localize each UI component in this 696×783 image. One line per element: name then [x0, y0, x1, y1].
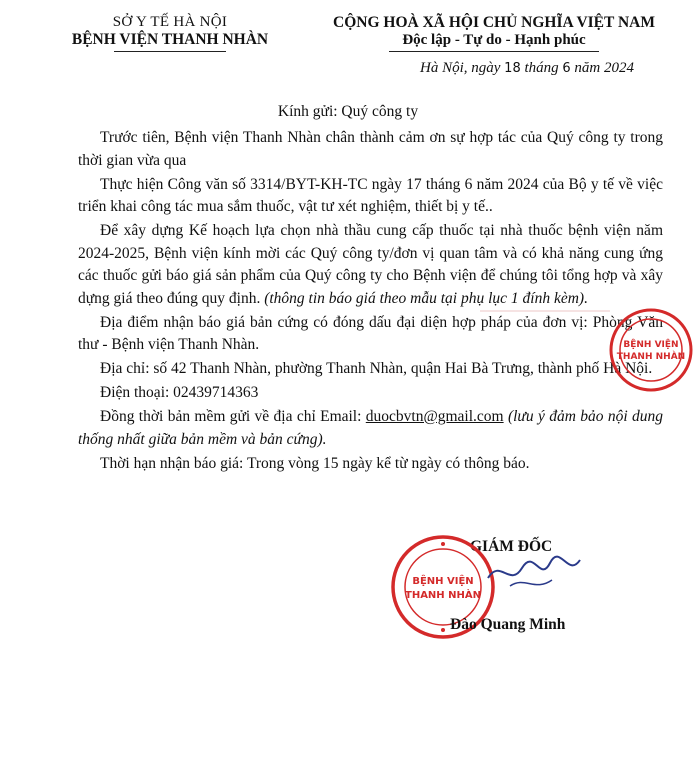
invitation-text: Để xây dựng Kế hoạch lựa chọn nhà thầu cung cấp thuốc tại nhà thuốc bệnh viện năm 2024-2025, Bệnh viện kính mời các Quý công ty/đơn vị quan tâm và có khả năng cung ứng các thuốc gửi báo giá sản phẩm của Quý công ty cho Bệnh viện để chúng tôi tổng hợp và xây dựng giá theo đúng quy định. [78, 222, 663, 307]
date-year: năm 2024 [574, 60, 635, 76]
hospital-name: BỆNH VIỆN THANH NHÀN [71, 31, 269, 48]
paragraph-email [78, 406, 663, 451]
paragraph-address: Địa chỉ: số 42 Thanh Nhàn, phường Thanh Nhàn, quận Hai Bà Trưng, thành phố Hà Nội. [100, 360, 653, 377]
motto: Độc lập - Tự do - Hạnh phúc [402, 32, 586, 48]
country-name: CỘNG HOÀ XÃ HỘI CHỦ NGHĨA VIỆT NAM [333, 14, 655, 31]
paragraph-location: Địa điểm nhận báo giá bản cứng có đóng dấu đại diện hợp pháp của đơn vị: Phòng Văn thư - Bệnh viện Thanh Nhàn. [78, 313, 663, 353]
side-seal-line2: THANH NHÀN [616, 352, 686, 362]
main-seal-line2: THANH NHÀN [405, 590, 481, 601]
department-name: SỞ Y TẾ HÀ NỘI [112, 14, 228, 30]
header-underline [114, 51, 226, 52]
national-header [298, 14, 690, 52]
date-prefix: Hà Nội, ngày [420, 60, 501, 76]
greeting: Kính gửi: Quý công ty [277, 103, 419, 120]
paragraph-phone: Điện thoại: 02439714363 [100, 384, 259, 401]
signature-title: GIÁM ĐỐC [470, 538, 553, 555]
email-note: (lưu ý đảm bảo nội dung thống nhất giữa bản mềm và bản cứng). [78, 408, 663, 448]
handwritten-signature [480, 548, 590, 598]
paragraph-reference: Thực hiện Công văn số 3314/BYT-KH-TC ngày 17 tháng 6 năm 2024 của Bộ y tế về việc triển khai công tác mua sắm thuốc, vật tư xét nghiệm, thiết bị y tế.. [78, 175, 663, 215]
date-month-label: tháng [524, 60, 559, 76]
invitation-note: (thông tin báo giá theo mẫu tại phụ lục 1 đính kèm). [264, 289, 588, 307]
date-month: 6 [562, 61, 571, 76]
paragraph-thanks: Trước tiên, Bệnh viện Thanh Nhàn chân thành cảm ơn sự hợp tác của Quý công ty trong thời gian vừa qua [78, 129, 663, 169]
email-prefix: Đồng thời bản mềm gửi về địa chỉ Email: [100, 408, 366, 425]
date-day: 18 [504, 61, 521, 76]
signatory-name: Đào Quang Minh [450, 616, 566, 633]
letter-body [78, 127, 663, 477]
main-seal-line1: BỆNH VIỆN [412, 576, 474, 587]
document-date [420, 60, 634, 77]
paragraph-invitation [78, 220, 663, 310]
side-seal [606, 305, 696, 395]
paragraph-deadline: Thời hạn nhận báo giá: Trong vòng 15 ngày kể từ ngày có thông báo. [100, 454, 530, 472]
issuer-header [40, 14, 300, 52]
email-link[interactable]: duocbvtn@gmail.com [365, 408, 504, 425]
motto-underline [389, 51, 599, 52]
side-seal-line1: BỆNH VIỆN [623, 340, 679, 350]
